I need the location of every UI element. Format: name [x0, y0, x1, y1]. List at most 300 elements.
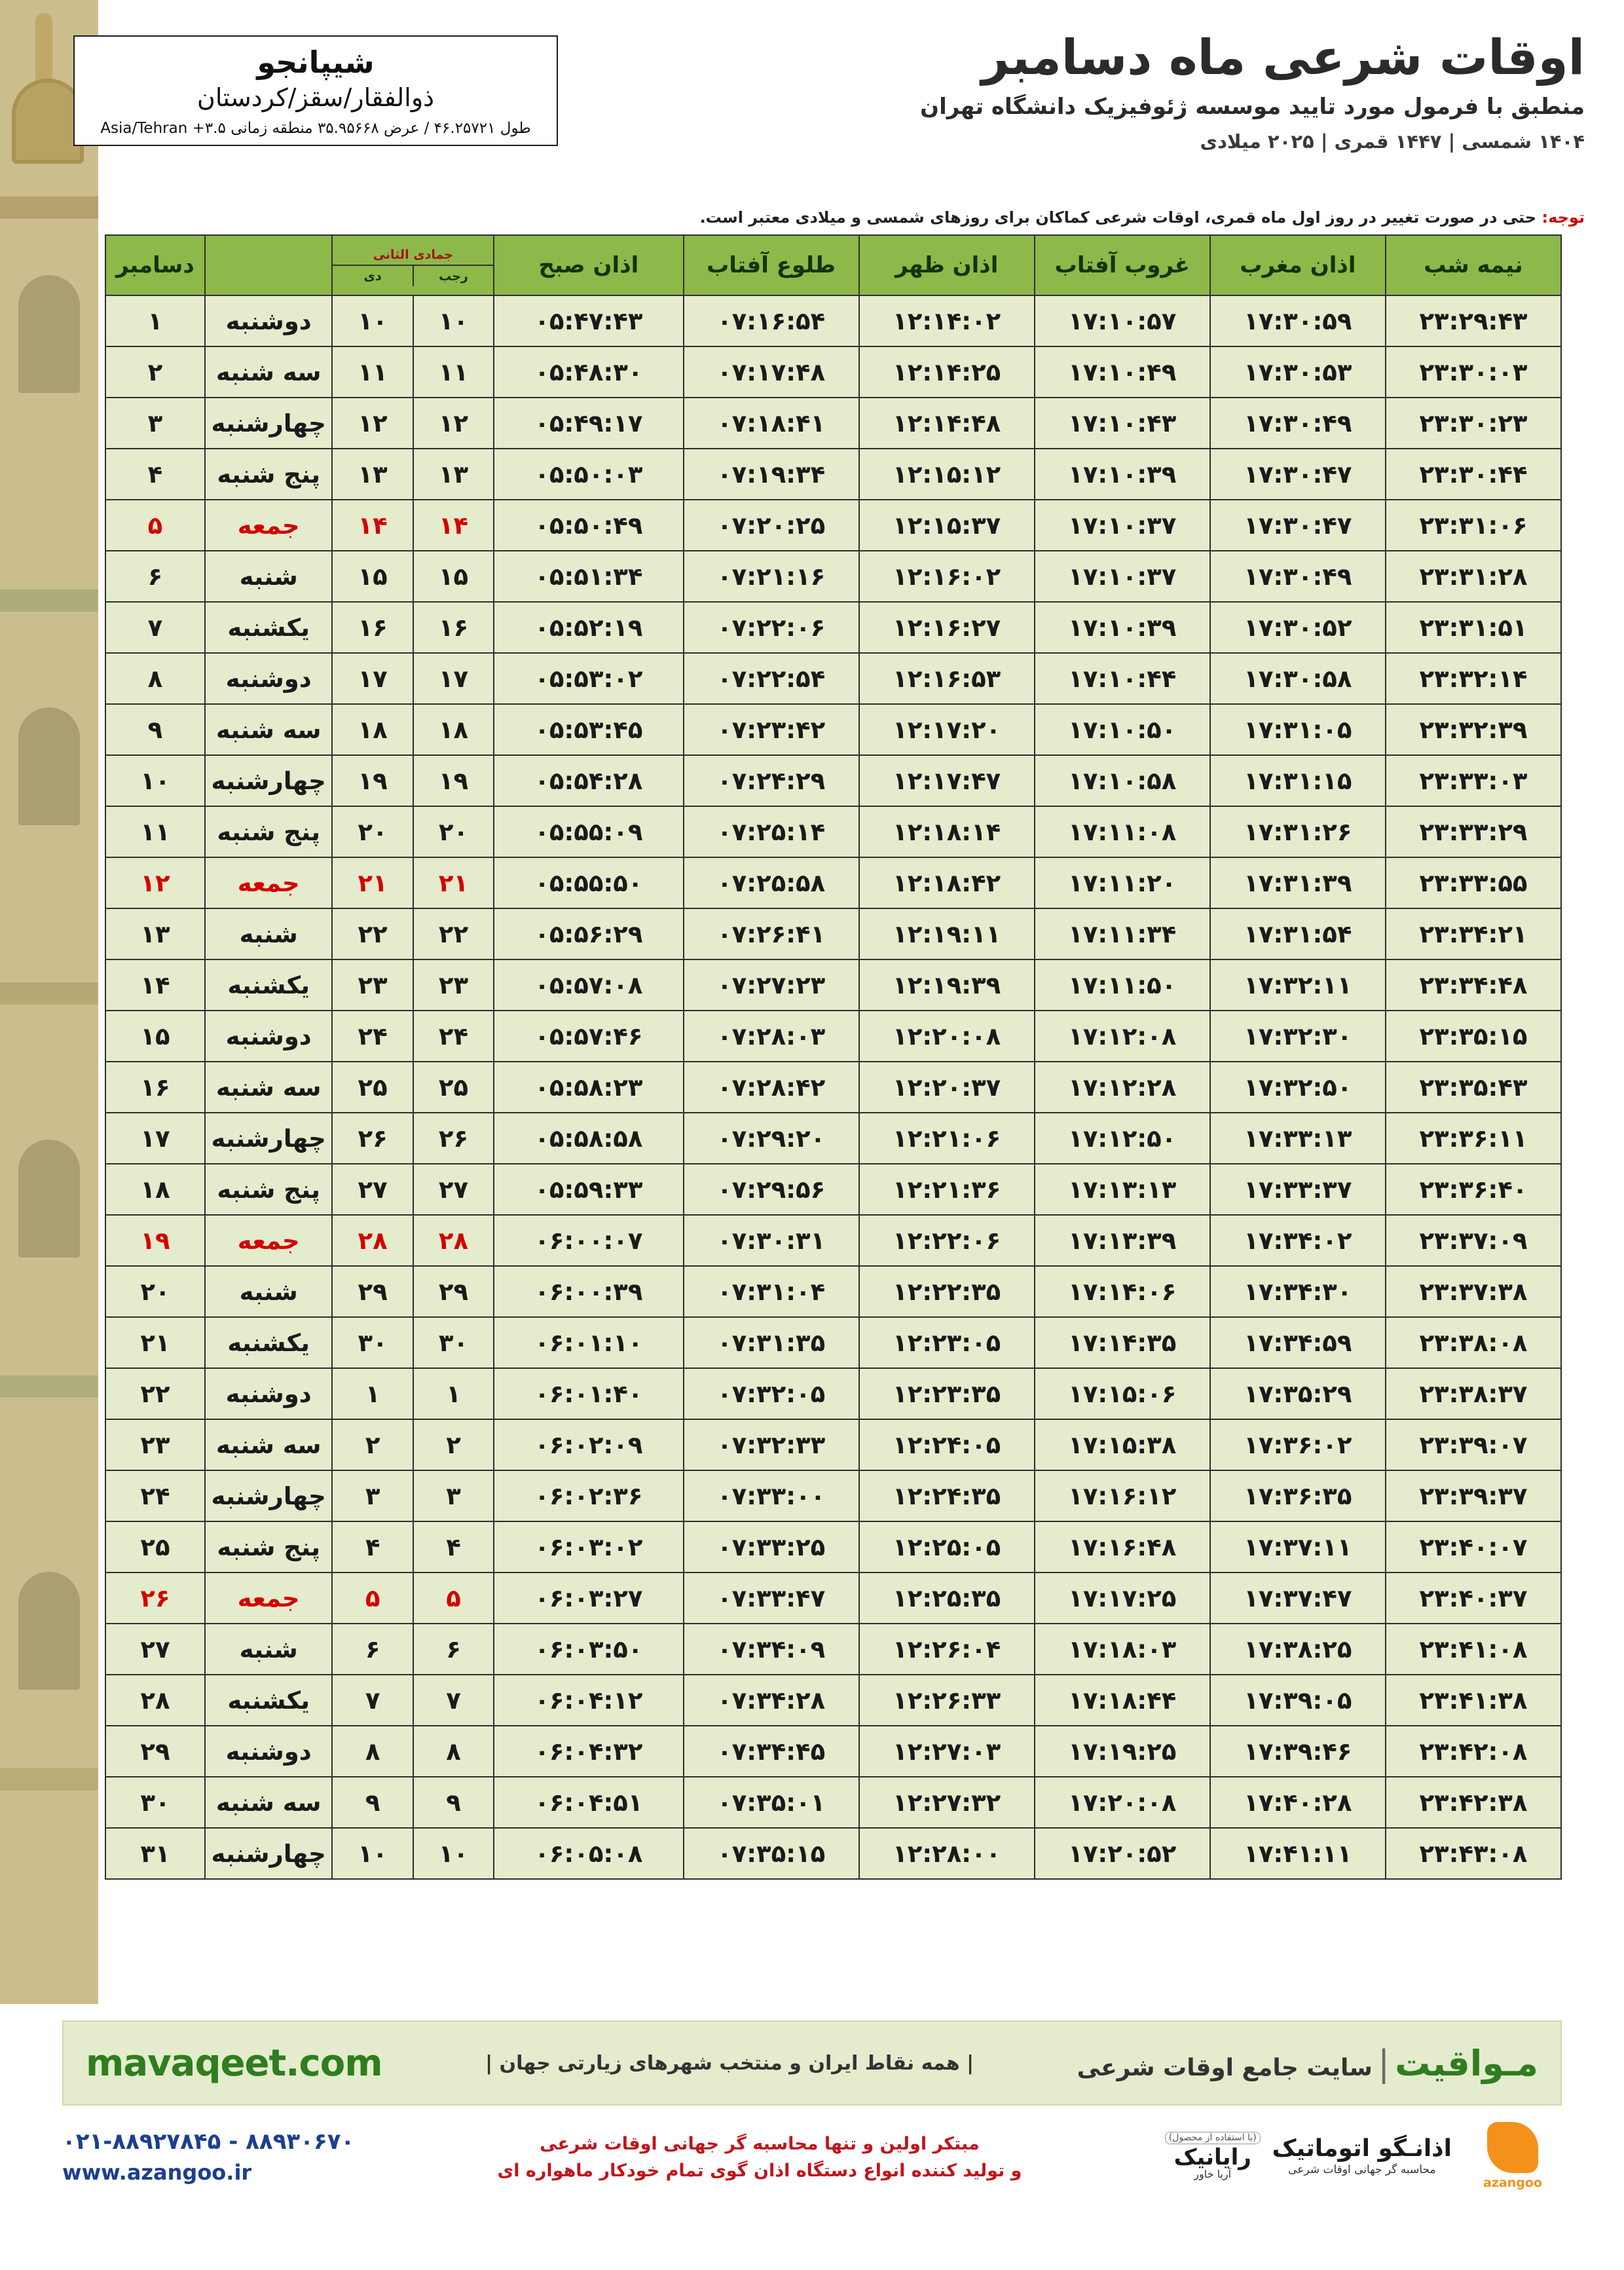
brand-coverage-tag — [485, 2052, 974, 2075]
cell-shamsi-day: ۲ — [332, 1419, 413, 1470]
cell-fajr: ۰۶:۰۲:۰۹ — [494, 1419, 683, 1470]
cell-hijri-day: ۱۰ — [413, 1828, 494, 1879]
cell-dhuhr: ۱۲:۱۹:۳۹ — [859, 959, 1035, 1011]
brand-tag-text: همه نقاط ایران و منتخب شهرهای زیارتی جهان — [499, 2051, 960, 2075]
cell-maghrib: ۱۷:۳۰:۴۷ — [1210, 449, 1386, 500]
table-row — [105, 295, 1561, 346]
cell-dhuhr: ۱۲:۱۷:۴۷ — [859, 755, 1035, 806]
shamsi-submonth-label: دی — [363, 269, 382, 284]
table-row — [105, 908, 1561, 959]
company-description-line2: و تولید کننده انواع دستگاه اذان گوی تمام خودکار ماهواره ای — [497, 2160, 1022, 2181]
cell-fajr: ۰۶:۰۱:۴۰ — [494, 1368, 683, 1419]
cell-dhuhr: ۱۲:۱۵:۱۲ — [859, 449, 1035, 500]
cell-weekday: چهارشنبه — [205, 1113, 333, 1164]
cell-sunrise: ۰۷:۲۵:۵۸ — [684, 857, 859, 908]
cell-maghrib: ۱۷:۳۴:۰۲ — [1210, 1215, 1386, 1266]
brand-name-fa-group — [1077, 2043, 1538, 2084]
column-header-hijri-shamsi — [332, 235, 494, 295]
cell-fajr: ۰۵:۴۸:۳۰ — [494, 346, 683, 398]
cell-gregorian-day: ۲۷ — [105, 1624, 205, 1675]
cell-maghrib: ۱۷:۳۰:۵۳ — [1210, 346, 1386, 398]
cell-sunset: ۱۷:۱۰:۳۹ — [1035, 602, 1210, 653]
cell-dhuhr: ۱۲:۲۸:۰۰ — [859, 1828, 1035, 1879]
rayaneek-logo — [1165, 2132, 1261, 2180]
cell-dhuhr: ۱۲:۲۰:۳۷ — [859, 1062, 1035, 1113]
cell-fajr: ۰۶:۰۰:۰۷ — [494, 1215, 683, 1266]
table-row — [105, 806, 1561, 857]
cell-sunrise: ۰۷:۳۳:۲۵ — [684, 1521, 859, 1572]
cell-hijri-day: ۹ — [413, 1777, 494, 1828]
table-row — [105, 1521, 1561, 1572]
cell-shamsi-day: ۱ — [332, 1368, 413, 1419]
cell-midnight: ۲۳:۳۲:۱۴ — [1386, 653, 1561, 704]
cell-hijri-day: ۱۷ — [413, 653, 494, 704]
cell-hijri-day: ۵ — [413, 1572, 494, 1624]
table-row — [105, 346, 1561, 398]
cell-maghrib: ۱۷:۳۳:۳۷ — [1210, 1164, 1386, 1215]
cell-midnight: ۲۳:۳۸:۰۸ — [1386, 1317, 1561, 1368]
cell-fajr: ۰۵:۵۷:۴۶ — [494, 1011, 683, 1062]
table-row — [105, 1266, 1561, 1317]
cell-weekday: پنج شنبه — [205, 1521, 333, 1572]
cell-sunrise: ۰۷:۳۲:۳۳ — [684, 1419, 859, 1470]
cell-maghrib: ۱۷:۳۱:۳۹ — [1210, 857, 1386, 908]
column-header-sunset: غروب آفتاب — [1035, 235, 1210, 295]
cell-midnight: ۲۳:۲۹:۴۳ — [1386, 295, 1561, 346]
cell-weekday: جمعه — [205, 857, 333, 908]
table-row — [105, 1419, 1561, 1470]
company-description-line1: مبتکر اولین و تنها محاسبه گر جهانی اوقات شرعی — [540, 2134, 980, 2154]
cell-midnight: ۲۳:۳۷:۳۸ — [1386, 1266, 1561, 1317]
cell-hijri-day: ۴ — [413, 1521, 494, 1572]
decorative-band — [0, 589, 98, 612]
city-coordinates: طول ۴۶.۲۵۷۲۱ / عرض ۳۵.۹۵۶۶۸ منطقه زمانی ۳.۵+ Asia/Tehran — [100, 119, 531, 137]
cell-shamsi-day: ۱۳ — [332, 449, 413, 500]
azangoo-logo — [1464, 2122, 1562, 2190]
cell-shamsi-day: ۴ — [332, 1521, 413, 1572]
cell-gregorian-day: ۲۲ — [105, 1368, 205, 1419]
note-label: توجه: — [1541, 208, 1585, 227]
cell-fajr: ۰۵:۵۵:۰۹ — [494, 806, 683, 857]
cell-gregorian-day: ۶ — [105, 551, 205, 602]
cell-sunrise: ۰۷:۲۹:۵۶ — [684, 1164, 859, 1215]
table-row — [105, 500, 1561, 551]
cell-weekday: چهارشنبه — [205, 1470, 333, 1521]
page-header — [98, 31, 1624, 195]
cell-fajr: ۰۵:۵۴:۲۸ — [494, 755, 683, 806]
cell-fajr: ۰۶:۰۴:۵۱ — [494, 1777, 683, 1828]
cell-shamsi-day: ۱۲ — [332, 398, 413, 449]
cell-sunrise: ۰۷:۳۵:۰۱ — [684, 1777, 859, 1828]
cell-hijri-day: ۱۹ — [413, 755, 494, 806]
cell-sunset: ۱۷:۱۲:۰۸ — [1035, 1011, 1210, 1062]
prayer-times-table — [105, 234, 1562, 1880]
cell-shamsi-day: ۱۰ — [332, 1828, 413, 1879]
cell-fajr: ۰۵:۵۷:۰۸ — [494, 959, 683, 1011]
table-body — [105, 295, 1561, 1879]
table-row — [105, 857, 1561, 908]
cell-hijri-day: ۷ — [413, 1675, 494, 1726]
cell-weekday: یکشنبه — [205, 959, 333, 1011]
cell-maghrib: ۱۷:۳۱:۵۴ — [1210, 908, 1386, 959]
cell-weekday: یکشنبه — [205, 602, 333, 653]
cell-weekday: دوشنبه — [205, 1011, 333, 1062]
cell-midnight: ۲۳:۴۰:۰۷ — [1386, 1521, 1561, 1572]
column-header-sunrise: طلوع آفتاب — [684, 235, 859, 295]
table-row — [105, 653, 1561, 704]
decorative-arch — [18, 1140, 80, 1257]
table-row — [105, 1368, 1561, 1419]
cell-dhuhr: ۱۲:۱۹:۱۱ — [859, 908, 1035, 959]
table-row — [105, 1470, 1561, 1521]
cell-dhuhr: ۱۲:۲۳:۳۵ — [859, 1368, 1035, 1419]
table-row — [105, 704, 1561, 755]
cell-hijri-day: ۳ — [413, 1470, 494, 1521]
cell-weekday: یکشنبه — [205, 1317, 333, 1368]
cell-midnight: ۲۳:۳۵:۱۵ — [1386, 1011, 1561, 1062]
cell-hijri-day: ۲۲ — [413, 908, 494, 959]
table-row — [105, 959, 1561, 1011]
column-header-maghrib: اذان مغرب — [1210, 235, 1386, 295]
cell-sunrise: ۰۷:۲۲:۰۶ — [684, 602, 859, 653]
cell-sunrise: ۰۷:۲۲:۵۴ — [684, 653, 859, 704]
cell-dhuhr: ۱۲:۱۶:۵۳ — [859, 653, 1035, 704]
cell-sunset: ۱۷:۱۸:۴۴ — [1035, 1675, 1210, 1726]
cell-weekday: جمعه — [205, 1215, 333, 1266]
cell-fajr: ۰۶:۰۰:۳۹ — [494, 1266, 683, 1317]
cell-hijri-day: ۱۵ — [413, 551, 494, 602]
cell-shamsi-day: ۲۴ — [332, 1011, 413, 1062]
brand-separator: | — [1377, 2042, 1390, 2084]
cell-dhuhr: ۱۲:۲۲:۳۵ — [859, 1266, 1035, 1317]
cell-shamsi-day: ۳ — [332, 1470, 413, 1521]
cell-gregorian-day: ۲۴ — [105, 1470, 205, 1521]
brand-desc-fa: سایت جامع اوقات شرعی — [1077, 2054, 1373, 2081]
cell-gregorian-day: ۱۲ — [105, 857, 205, 908]
cell-midnight: ۲۳:۳۶:۴۰ — [1386, 1164, 1561, 1215]
contact-website[interactable]: www.azangoo.ir — [62, 2160, 252, 2185]
cell-sunset: ۱۷:۱۰:۴۹ — [1035, 346, 1210, 398]
cell-hijri-day: ۱۲ — [413, 398, 494, 449]
rayaneek-logo-subtitle: آریا خاور — [1194, 2168, 1232, 2181]
brand-name-fa: مـواقیت — [1395, 2042, 1538, 2084]
cell-sunrise: ۰۷:۲۵:۱۴ — [684, 806, 859, 857]
page-subtitle: منطبق با فرمول مورد تایید موسسه ژئوفیزیک دانشگاه تهران — [920, 94, 1585, 121]
cell-maghrib: ۱۷:۳۱:۲۶ — [1210, 806, 1386, 857]
cell-maghrib: ۱۷:۳۰:۵۹ — [1210, 295, 1386, 346]
cell-weekday: پنج شنبه — [205, 1164, 333, 1215]
cell-sunrise: ۰۷:۱۹:۳۴ — [684, 449, 859, 500]
brand-website-link[interactable]: mavaqeet.com — [86, 2041, 382, 2085]
column-header-dhuhr: اذان ظهر — [859, 235, 1035, 295]
cell-sunrise: ۰۷:۲۸:۰۳ — [684, 1011, 859, 1062]
company-description — [498, 2122, 1022, 2184]
cell-maghrib: ۱۷:۳۳:۱۳ — [1210, 1113, 1386, 1164]
cell-maghrib: ۱۷:۳۱:۱۵ — [1210, 755, 1386, 806]
cell-dhuhr: ۱۲:۱۴:۴۸ — [859, 398, 1035, 449]
cell-sunset: ۱۷:۱۳:۳۹ — [1035, 1215, 1210, 1266]
cell-sunset: ۱۷:۱۱:۰۸ — [1035, 806, 1210, 857]
table-row — [105, 551, 1561, 602]
cell-dhuhr: ۱۲:۲۲:۰۶ — [859, 1215, 1035, 1266]
cell-sunrise: ۰۷:۱۷:۴۸ — [684, 346, 859, 398]
cell-midnight: ۲۳:۳۹:۳۷ — [1386, 1470, 1561, 1521]
cell-sunset: ۱۷:۱۱:۳۴ — [1035, 908, 1210, 959]
cell-weekday: سه شنبه — [205, 346, 333, 398]
cell-weekday: سه شنبه — [205, 1419, 333, 1470]
cell-shamsi-day: ۲۸ — [332, 1215, 413, 1266]
cell-shamsi-day: ۶ — [332, 1624, 413, 1675]
cell-midnight: ۲۳:۴۱:۳۸ — [1386, 1675, 1561, 1726]
column-header-gregorian: دسامبر — [105, 235, 205, 295]
decorative-band — [0, 982, 98, 1005]
cell-dhuhr: ۱۲:۱۸:۴۲ — [859, 857, 1035, 908]
cell-gregorian-day: ۳ — [105, 398, 205, 449]
cell-dhuhr: ۱۲:۱۴:۰۲ — [859, 295, 1035, 346]
cell-sunset: ۱۷:۱۴:۰۶ — [1035, 1266, 1210, 1317]
cell-hijri-day: ۱۱ — [413, 346, 494, 398]
cell-maghrib: ۱۷:۳۵:۲۹ — [1210, 1368, 1386, 1419]
cell-dhuhr: ۱۲:۱۷:۲۰ — [859, 704, 1035, 755]
cell-dhuhr: ۱۲:۱۸:۱۴ — [859, 806, 1035, 857]
cell-maghrib: ۱۷:۴۱:۱۱ — [1210, 1828, 1386, 1879]
cell-sunset: ۱۷:۱۱:۵۰ — [1035, 959, 1210, 1011]
brand-tag-sep-right: | — [967, 2051, 974, 2075]
cell-weekday: دوشنبه — [205, 1368, 333, 1419]
cell-sunrise: ۰۷:۲۳:۴۲ — [684, 704, 859, 755]
cell-weekday: پنج شنبه — [205, 449, 333, 500]
rayaneek-logo-title: رایانیک — [1173, 2144, 1251, 2170]
cell-weekday: جمعه — [205, 500, 333, 551]
minaret-shape — [35, 13, 52, 85]
cell-maghrib: ۱۷:۳۴:۵۹ — [1210, 1317, 1386, 1368]
cell-dhuhr: ۱۲:۲۴:۳۵ — [859, 1470, 1035, 1521]
cell-maghrib: ۱۷:۳۰:۵۸ — [1210, 653, 1386, 704]
cell-gregorian-day: ۲۹ — [105, 1726, 205, 1777]
cell-sunset: ۱۷:۱۰:۳۷ — [1035, 551, 1210, 602]
cell-weekday: چهارشنبه — [205, 398, 333, 449]
table-row — [105, 602, 1561, 653]
table-row — [105, 755, 1561, 806]
cell-shamsi-day: ۷ — [332, 1675, 413, 1726]
cell-sunrise: ۰۷:۲۷:۲۳ — [684, 959, 859, 1011]
cell-midnight: ۲۳:۳۱:۰۶ — [1386, 500, 1561, 551]
cell-sunrise: ۰۷:۱۸:۴۱ — [684, 398, 859, 449]
note-line — [105, 208, 1585, 227]
cell-sunset: ۱۷:۱۰:۵۷ — [1035, 295, 1210, 346]
cell-hijri-day: ۲۰ — [413, 806, 494, 857]
cell-weekday: چهارشنبه — [205, 1828, 333, 1879]
cell-sunset: ۱۷:۱۷:۲۵ — [1035, 1572, 1210, 1624]
cell-shamsi-day: ۲۷ — [332, 1164, 413, 1215]
cell-fajr: ۰۶:۰۳:۲۷ — [494, 1572, 683, 1624]
cell-hijri-day: ۲۶ — [413, 1113, 494, 1164]
cell-sunrise: ۰۷:۱۶:۵۴ — [684, 295, 859, 346]
cell-weekday: سه شنبه — [205, 1062, 333, 1113]
cell-gregorian-day: ۲۸ — [105, 1675, 205, 1726]
cell-dhuhr: ۱۲:۲۶:۳۳ — [859, 1675, 1035, 1726]
cell-weekday: پنج شنبه — [205, 806, 333, 857]
cell-sunrise: ۰۷:۲۶:۴۱ — [684, 908, 859, 959]
cell-sunrise: ۰۷:۳۳:۰۰ — [684, 1470, 859, 1521]
contact-phone: ۰۲۱-۸۸۹۲۷۸۴۵ - ۸۸۹۳۰۶۷۰ — [62, 2129, 355, 2155]
cell-fajr: ۰۶:۰۳:۰۲ — [494, 1521, 683, 1572]
cell-sunset: ۱۷:۱۲:۵۰ — [1035, 1113, 1210, 1164]
cell-sunset: ۱۷:۱۴:۳۵ — [1035, 1317, 1210, 1368]
cell-midnight: ۲۳:۳۹:۰۷ — [1386, 1419, 1561, 1470]
cell-shamsi-day: ۲۳ — [332, 959, 413, 1011]
cell-shamsi-day: ۸ — [332, 1726, 413, 1777]
cell-shamsi-day: ۱۱ — [332, 346, 413, 398]
cell-hijri-day: ۱۶ — [413, 602, 494, 653]
cell-weekday: یکشنبه — [205, 1675, 333, 1726]
cell-shamsi-day: ۱۶ — [332, 602, 413, 653]
cell-hijri-day: ۲۴ — [413, 1011, 494, 1062]
cell-maghrib: ۱۷:۳۱:۰۵ — [1210, 704, 1386, 755]
cell-maghrib: ۱۷:۳۰:۴۹ — [1210, 398, 1386, 449]
cell-maghrib: ۱۷:۳۶:۰۲ — [1210, 1419, 1386, 1470]
cell-dhuhr: ۱۲:۱۶:۰۲ — [859, 551, 1035, 602]
cell-gregorian-day: ۲۶ — [105, 1572, 205, 1624]
city-info-box — [73, 35, 558, 146]
cell-shamsi-day: ۱۰ — [332, 295, 413, 346]
cell-midnight: ۲۳:۴۰:۳۷ — [1386, 1572, 1561, 1624]
cell-hijri-day: ۲۳ — [413, 959, 494, 1011]
cell-sunset: ۱۷:۱۰:۵۸ — [1035, 755, 1210, 806]
cell-dhuhr: ۱۲:۱۶:۲۷ — [859, 602, 1035, 653]
cell-hijri-day: ۱۸ — [413, 704, 494, 755]
cell-fajr: ۰۵:۵۳:۴۵ — [494, 704, 683, 755]
calendar-years-line: ۱۴۰۴ شمسی | ۱۴۴۷ قمری | ۲۰۲۵ میلادی — [1200, 130, 1585, 153]
cell-sunset: ۱۷:۱۰:۳۹ — [1035, 449, 1210, 500]
cell-gregorian-day: ۱۹ — [105, 1215, 205, 1266]
cell-fajr: ۰۵:۵۵:۵۰ — [494, 857, 683, 908]
cell-weekday: شنبه — [205, 1266, 333, 1317]
cell-gregorian-day: ۱ — [105, 295, 205, 346]
cell-hijri-day: ۲۸ — [413, 1215, 494, 1266]
cell-maghrib: ۱۷:۳۰:۴۷ — [1210, 500, 1386, 551]
cell-midnight: ۲۳:۳۱:۵۱ — [1386, 602, 1561, 653]
cell-gregorian-day: ۴ — [105, 449, 205, 500]
cell-fajr: ۰۶:۰۲:۳۶ — [494, 1470, 683, 1521]
cell-fajr: ۰۶:۰۴:۳۲ — [494, 1726, 683, 1777]
cell-sunset: ۱۷:۱۵:۳۸ — [1035, 1419, 1210, 1470]
hijri-month-label: جمادی الثانی — [333, 244, 493, 266]
cell-weekday: دوشنبه — [205, 1726, 333, 1777]
table-header-row — [105, 235, 1561, 295]
prayer-times-table-wrap — [105, 234, 1562, 1880]
cell-midnight: ۲۳:۴۱:۰۸ — [1386, 1624, 1561, 1675]
cell-midnight: ۲۳:۳۲:۳۹ — [1386, 704, 1561, 755]
cell-sunset: ۱۷:۲۰:۰۸ — [1035, 1777, 1210, 1828]
cell-sunset: ۱۷:۲۰:۵۲ — [1035, 1828, 1210, 1879]
cell-shamsi-day: ۱۹ — [332, 755, 413, 806]
cell-sunset: ۱۷:۱۶:۴۸ — [1035, 1521, 1210, 1572]
cell-fajr: ۰۵:۵۰:۰۳ — [494, 449, 683, 500]
rayaneek-logo-note: (با استفاده از محصول) — [1165, 2132, 1261, 2144]
cell-dhuhr: ۱۲:۲۵:۰۵ — [859, 1521, 1035, 1572]
table-row — [105, 1215, 1561, 1266]
cell-maghrib: ۱۷:۳۴:۳۰ — [1210, 1266, 1386, 1317]
cell-sunrise: ۰۷:۳۴:۴۵ — [684, 1726, 859, 1777]
cell-sunset: ۱۷:۱۰:۳۷ — [1035, 500, 1210, 551]
cell-midnight: ۲۳:۳۰:۰۳ — [1386, 346, 1561, 398]
cell-hijri-day: ۲۷ — [413, 1164, 494, 1215]
brand-tag-sep-left: | — [485, 2051, 493, 2075]
cell-fajr: ۰۵:۵۳:۰۲ — [494, 653, 683, 704]
cell-gregorian-day: ۱۴ — [105, 959, 205, 1011]
cell-shamsi-day: ۲۵ — [332, 1062, 413, 1113]
cell-gregorian-day: ۱۰ — [105, 755, 205, 806]
column-header-weekday — [205, 235, 333, 295]
cell-sunrise: ۰۷:۳۵:۱۵ — [684, 1828, 859, 1879]
cell-dhuhr: ۱۲:۲۱:۳۶ — [859, 1164, 1035, 1215]
cell-maghrib: ۱۷:۳۰:۴۹ — [1210, 551, 1386, 602]
cell-fajr: ۰۶:۰۱:۱۰ — [494, 1317, 683, 1368]
cell-hijri-day: ۲ — [413, 1419, 494, 1470]
cell-weekday: دوشنبه — [205, 295, 333, 346]
cell-midnight: ۲۳:۳۵:۴۳ — [1386, 1062, 1561, 1113]
cell-dhuhr: ۱۲:۱۴:۲۵ — [859, 346, 1035, 398]
note-text: حتی در صورت تغییر در روز اول ماه قمری، اوقات شرعی کماکان برای روزهای شمسی و میلادی معتبر است. — [699, 208, 1542, 227]
azan-logo-title: اذانـگو اتوماتیک — [1272, 2135, 1452, 2163]
cell-midnight: ۲۳:۳۳:۵۵ — [1386, 857, 1561, 908]
table-row — [105, 449, 1561, 500]
cell-hijri-day: ۲۱ — [413, 857, 494, 908]
cell-fajr: ۰۵:۴۷:۴۳ — [494, 295, 683, 346]
cell-hijri-day: ۸ — [413, 1726, 494, 1777]
cell-dhuhr: ۱۲:۲۰:۰۸ — [859, 1011, 1035, 1062]
cell-fajr: ۰۶:۰۴:۱۲ — [494, 1675, 683, 1726]
cell-shamsi-day: ۱۸ — [332, 704, 413, 755]
hijri-submonth-label: رجب — [413, 266, 493, 286]
table-row — [105, 398, 1561, 449]
cell-sunset: ۱۷:۱۰:۵۰ — [1035, 704, 1210, 755]
cell-shamsi-day: ۳۰ — [332, 1317, 413, 1368]
cell-midnight: ۲۳:۳۶:۱۱ — [1386, 1113, 1561, 1164]
cell-dhuhr: ۱۲:۲۳:۰۵ — [859, 1317, 1035, 1368]
cell-shamsi-day: ۲۹ — [332, 1266, 413, 1317]
cell-midnight: ۲۳:۳۱:۲۸ — [1386, 551, 1561, 602]
cell-sunset: ۱۷:۱۳:۱۳ — [1035, 1164, 1210, 1215]
cell-weekday: شنبه — [205, 908, 333, 959]
cell-hijri-day: ۱۴ — [413, 500, 494, 551]
column-header-fajr: اذان صبح — [494, 235, 683, 295]
cell-midnight: ۲۳:۳۳:۲۹ — [1386, 806, 1561, 857]
table-row — [105, 1062, 1561, 1113]
cell-sunrise: ۰۷:۲۴:۲۹ — [684, 755, 859, 806]
cell-hijri-day: ۱ — [413, 1368, 494, 1419]
cell-sunrise: ۰۷:۲۰:۲۵ — [684, 500, 859, 551]
cell-fajr: ۰۵:۵۲:۱۹ — [494, 602, 683, 653]
cell-gregorian-day: ۲۳ — [105, 1419, 205, 1470]
cell-sunset: ۱۷:۱۹:۲۵ — [1035, 1726, 1210, 1777]
cell-weekday: سه شنبه — [205, 704, 333, 755]
title-block — [602, 31, 1585, 153]
footer-brand-bar — [62, 2020, 1562, 2106]
city-name: شیپانجو — [257, 45, 375, 80]
cell-sunset: ۱۷:۱۵:۰۶ — [1035, 1368, 1210, 1419]
cell-dhuhr: ۱۲:۲۴:۰۵ — [859, 1419, 1035, 1470]
cell-gregorian-day: ۱۵ — [105, 1011, 205, 1062]
cell-sunrise: ۰۷:۳۱:۰۴ — [684, 1266, 859, 1317]
cell-sunrise: ۰۷:۳۳:۴۷ — [684, 1572, 859, 1624]
cell-weekday: جمعه — [205, 1572, 333, 1624]
cell-maghrib: ۱۷:۳۰:۵۲ — [1210, 602, 1386, 653]
cell-shamsi-day: ۲۲ — [332, 908, 413, 959]
cell-gregorian-day: ۲۰ — [105, 1266, 205, 1317]
cell-dhuhr: ۱۲:۲۶:۰۴ — [859, 1624, 1035, 1675]
